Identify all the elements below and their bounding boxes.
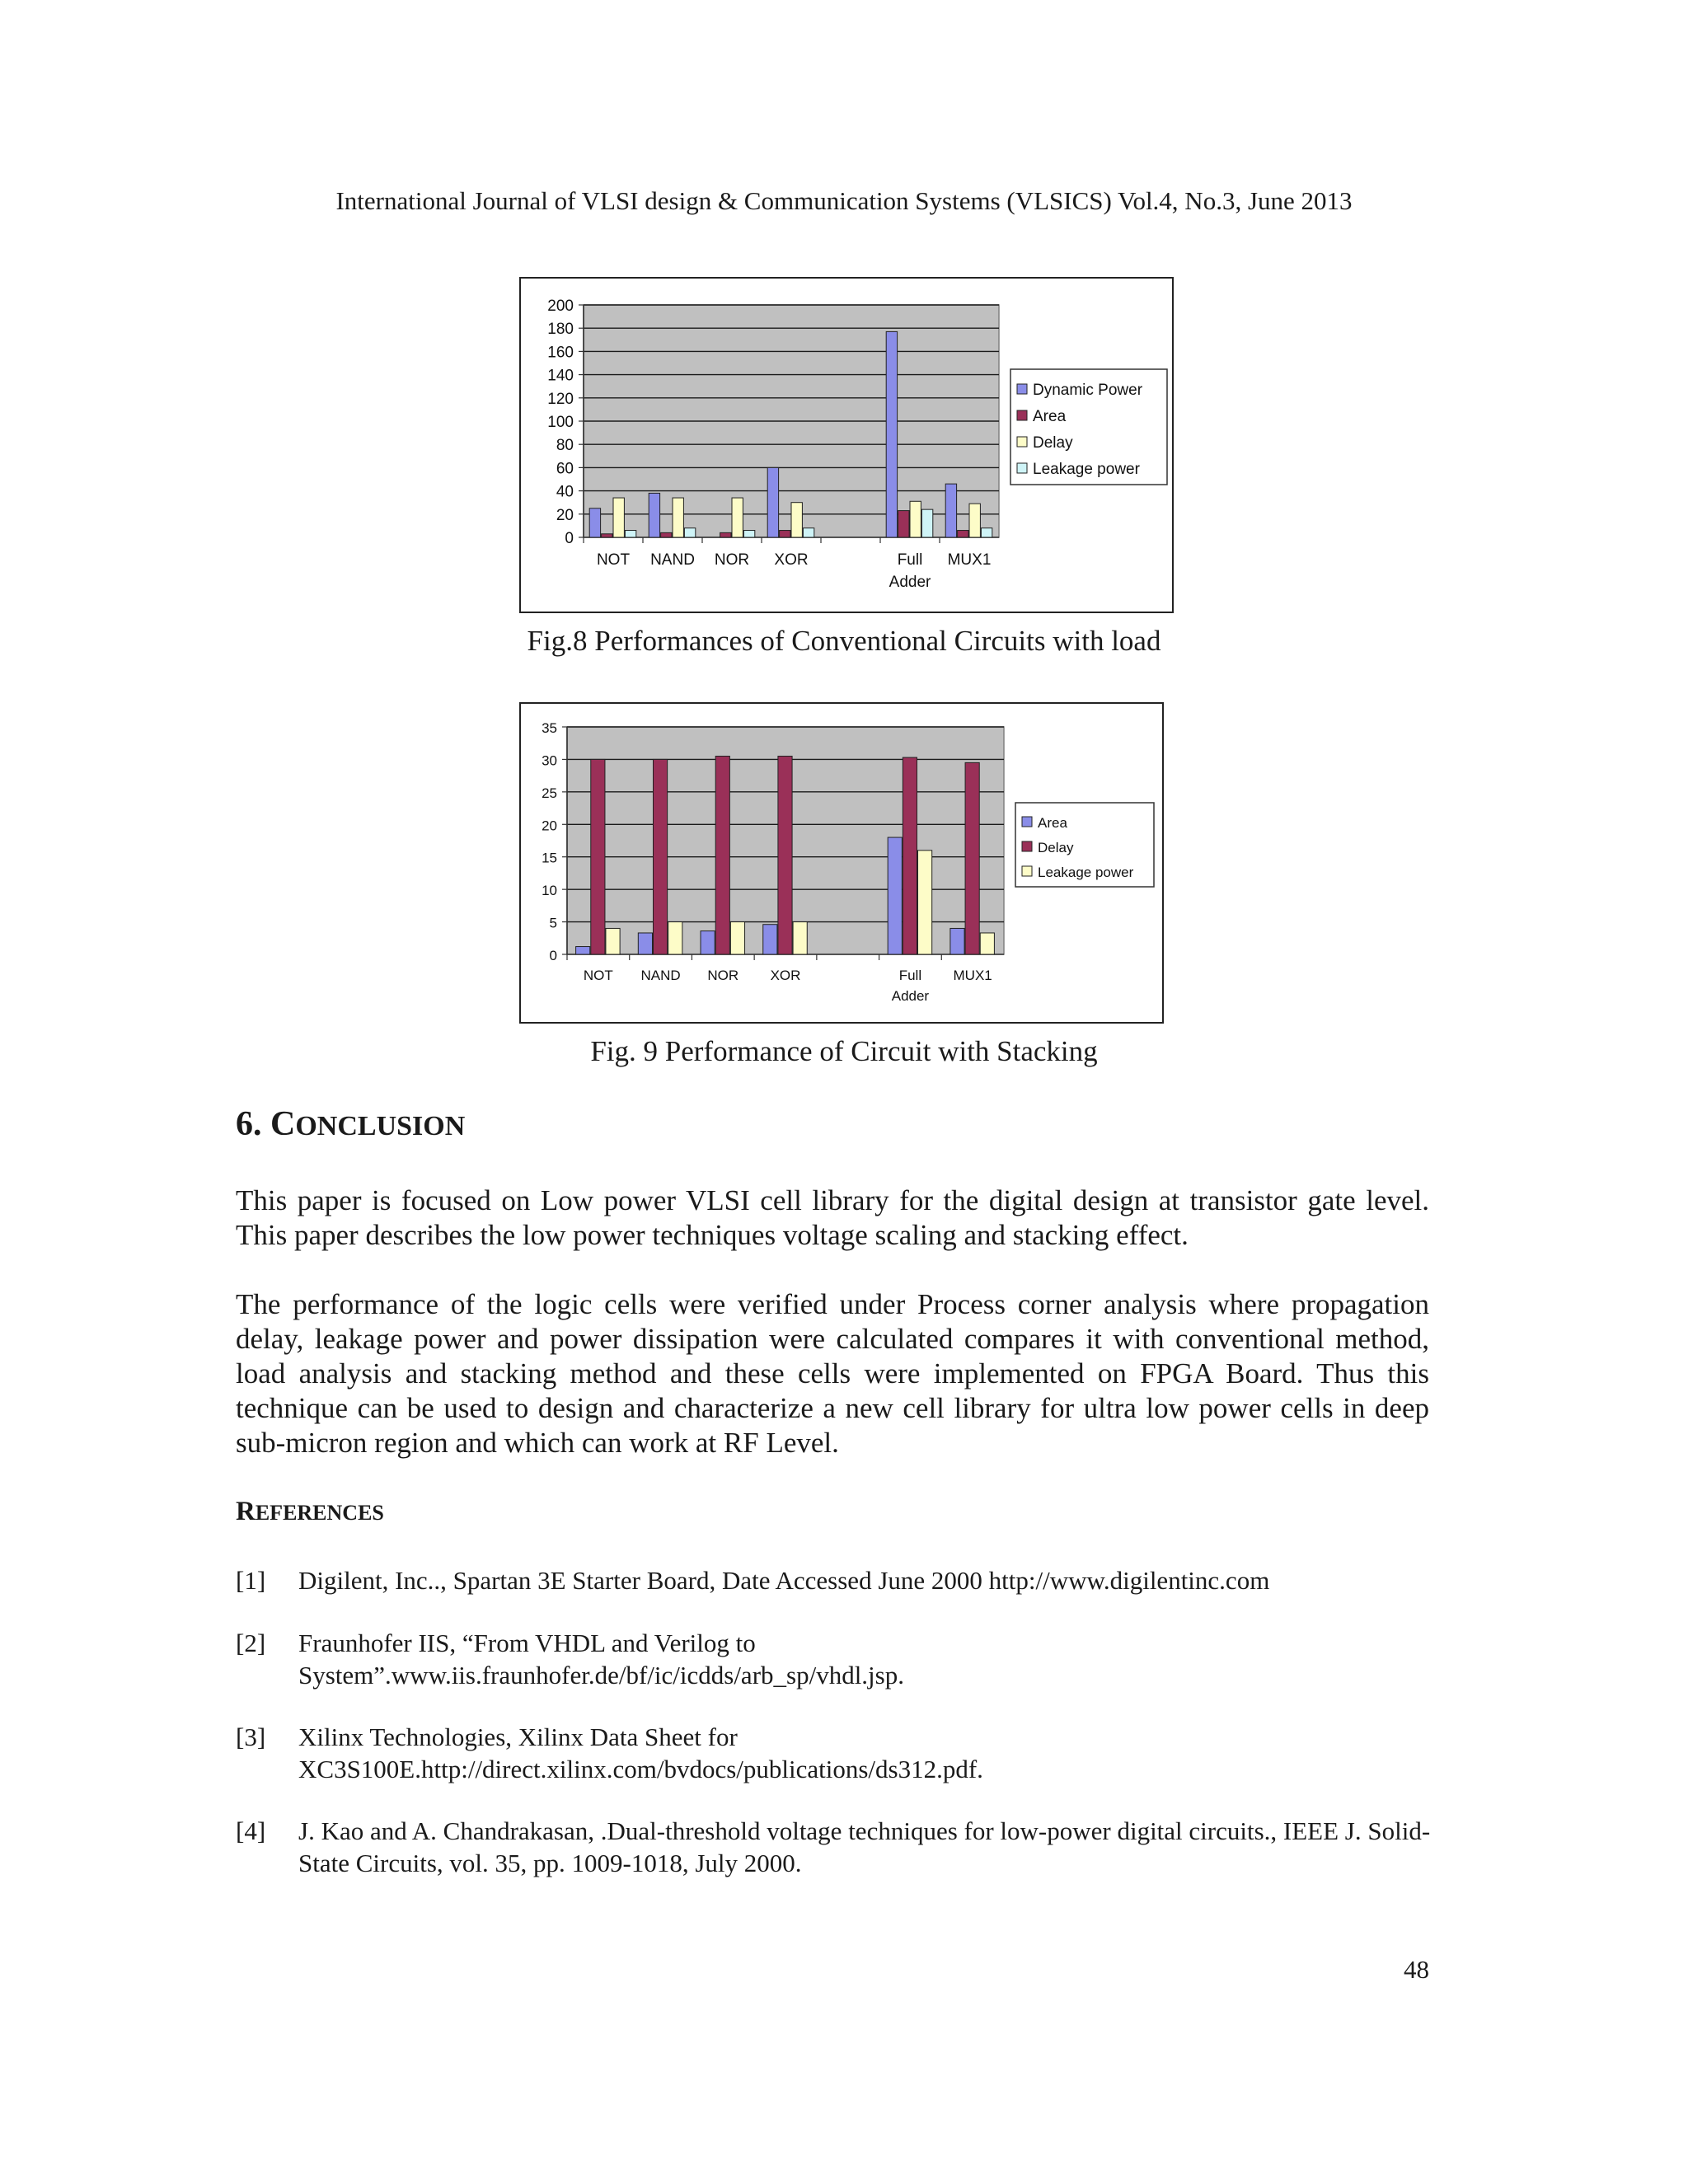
- x-tick-label: NOR: [707, 968, 739, 983]
- x-tick-label: NAND: [650, 551, 695, 569]
- reference-number: [1]: [236, 1566, 266, 1595]
- legend-swatch: [1022, 866, 1032, 876]
- x-tick-label: MUX1: [947, 551, 992, 569]
- bar: [958, 531, 968, 537]
- references-heading-rest: EFERENCES: [255, 1501, 384, 1525]
- figure-8-chart: [521, 279, 1172, 612]
- y-tick-label: 30: [542, 752, 557, 769]
- bar: [576, 947, 590, 954]
- paragraph-1: This paper is focused on Low power VLSI cell library for the digital design at transistor gate level. This paper describes the low power techniques voltage scaling and stacking effect.: [236, 1184, 1429, 1251]
- bar: [701, 931, 715, 954]
- x-tick-label: Adder: [889, 574, 931, 591]
- legend-label: Dynamic Power: [1033, 382, 1143, 399]
- y-tick-label: 180: [547, 321, 574, 339]
- x-tick-label: Adder: [891, 988, 930, 1004]
- bar: [767, 467, 778, 537]
- bar: [613, 498, 624, 537]
- y-tick-label: 60: [556, 460, 574, 478]
- y-tick-label: 5: [549, 915, 557, 931]
- reference-text-line1: Fraunhofer IIS, “From VHDL and Verilog to: [298, 1629, 756, 1657]
- references-heading-initial: R: [236, 1497, 256, 1526]
- figure-9-chart: [521, 704, 1162, 1022]
- bar: [945, 484, 956, 537]
- legend-label: Delay: [1033, 434, 1073, 452]
- bar: [803, 528, 814, 537]
- y-tick-label: 80: [556, 437, 574, 455]
- bar: [743, 531, 754, 537]
- page-number: 48: [1404, 1955, 1429, 1984]
- bar: [668, 922, 682, 954]
- paragraph-2: The performance of the logic cells were verified under Process corner analysis where propagation delay, leakage power and power dissipation were calculated compares it with conventional method, load analysis and stacking method and these cells were implemented on FPGA Board. Thus this technique can be used to design and characterize a new cell library for ultra low power cells in deep sub-micron region and which can work at RF Level.: [236, 1288, 1429, 1459]
- bar: [720, 532, 731, 537]
- section-heading: [236, 1104, 465, 1144]
- reference-text: [298, 1721, 1431, 1785]
- y-tick-label: 140: [547, 367, 574, 385]
- reference-3: [236, 1721, 1431, 1787]
- bar: [780, 531, 790, 537]
- bar: [606, 928, 620, 954]
- y-tick-label: 40: [556, 483, 574, 501]
- figure-9-caption: Fig. 9 Performance of Circuit with Stacking: [590, 1035, 1098, 1067]
- bar: [715, 756, 729, 954]
- x-tick-label: NOT: [596, 551, 631, 569]
- reference-text: J. Kao and A. Chandrakasan, .Dual-threshold voltage techniques for low-power digital circuits., IEEE J. Solid-State Circuits, vol. 35, pp. 1009-1018, July 2000.: [298, 1816, 1431, 1877]
- y-tick-label: 100: [547, 414, 574, 431]
- bar: [763, 925, 777, 954]
- bar: [965, 762, 979, 954]
- section-title-initial: C: [270, 1105, 296, 1143]
- y-tick-label: 0: [565, 530, 574, 547]
- reference-text-line2: System”.www.iis.fraunhofer.de/bf/ic/icdds/arb_sp/vhdl.jsp.: [298, 1661, 904, 1690]
- legend-swatch: [1022, 817, 1032, 827]
- reference-2: [236, 1627, 1431, 1693]
- legend-label: Leakage power: [1033, 461, 1140, 478]
- bar: [653, 759, 667, 954]
- bar: [886, 331, 897, 537]
- legend-swatch: [1022, 841, 1032, 851]
- bar: [910, 501, 921, 537]
- y-tick-label: 10: [542, 883, 557, 899]
- bar: [684, 528, 695, 537]
- bar: [791, 503, 802, 537]
- bar: [625, 531, 635, 537]
- bar: [981, 528, 992, 537]
- reference-number: [4]: [236, 1816, 266, 1845]
- bar: [918, 851, 932, 954]
- section-number: 6.: [236, 1105, 262, 1143]
- y-tick-label: 20: [542, 818, 557, 834]
- reference-1: [236, 1564, 1431, 1597]
- bar: [661, 532, 672, 537]
- legend-swatch: [1017, 410, 1027, 420]
- reference-4: [236, 1815, 1431, 1881]
- bar: [591, 759, 605, 954]
- y-tick-label: 20: [556, 506, 574, 524]
- bar: [950, 928, 964, 954]
- figure-9: [519, 702, 1164, 1024]
- legend-label: Delay: [1038, 840, 1074, 855]
- x-tick-label: XOR: [774, 551, 809, 569]
- x-tick-label: XOR: [770, 968, 801, 983]
- reference-text-line2: XC3S100E.http://direct.xilinx.com/bvdocs/publications/ds312.pdf.: [298, 1755, 983, 1783]
- bar: [602, 534, 612, 537]
- bar: [969, 504, 980, 537]
- legend-label: Leakage power: [1038, 865, 1134, 880]
- running-header: International Journal of VLSI design & Communication Systems (VLSICS) Vol.4, No.3, June 2013: [335, 186, 1353, 215]
- bar: [673, 498, 683, 537]
- references-heading: [236, 1497, 384, 1527]
- y-tick-label: 160: [547, 344, 574, 362]
- x-tick-label: Full: [898, 968, 922, 983]
- section-title: [270, 1105, 465, 1143]
- bar: [589, 509, 600, 537]
- bar: [888, 837, 902, 954]
- y-tick-label: 35: [542, 720, 557, 736]
- bar: [898, 511, 909, 537]
- reference-text: Digilent, Inc.., Spartan 3E Starter Board, Date Accessed June 2000 http://www.digilentinc.com: [298, 1566, 1270, 1595]
- bar: [730, 922, 744, 954]
- figure-8-caption: Fig.8 Performances of Conventional Circuits with load: [527, 625, 1161, 657]
- bar: [778, 756, 792, 954]
- y-tick-label: 25: [542, 785, 557, 801]
- x-tick-label: NAND: [640, 968, 681, 983]
- section-title-rest: ONCLUSION: [295, 1111, 466, 1141]
- x-tick-label: Full: [897, 551, 923, 569]
- legend-label: Area: [1033, 408, 1067, 425]
- bar: [793, 922, 807, 954]
- figure-8: [519, 277, 1174, 613]
- x-tick-label: NOT: [583, 968, 613, 983]
- bar: [732, 498, 743, 537]
- y-tick-label: 200: [547, 298, 574, 315]
- y-tick-label: 0: [549, 948, 557, 963]
- bar: [903, 757, 917, 954]
- y-tick-label: 120: [547, 390, 574, 408]
- legend-swatch: [1017, 463, 1027, 473]
- bar: [921, 509, 932, 537]
- bar: [980, 933, 994, 954]
- y-tick-label: 15: [542, 850, 557, 866]
- reference-text: [298, 1627, 1431, 1691]
- legend-swatch: [1017, 437, 1027, 447]
- reference-text-line1: Xilinx Technologies, Xilinx Data Sheet for: [298, 1722, 738, 1751]
- x-tick-label: NOR: [714, 551, 750, 569]
- reference-number: [3]: [236, 1722, 266, 1751]
- x-tick-label: MUX1: [953, 968, 992, 983]
- reference-number: [2]: [236, 1629, 266, 1657]
- legend-swatch: [1017, 384, 1027, 394]
- legend-label: Area: [1038, 815, 1067, 831]
- bar: [649, 493, 659, 537]
- bar: [638, 933, 652, 954]
